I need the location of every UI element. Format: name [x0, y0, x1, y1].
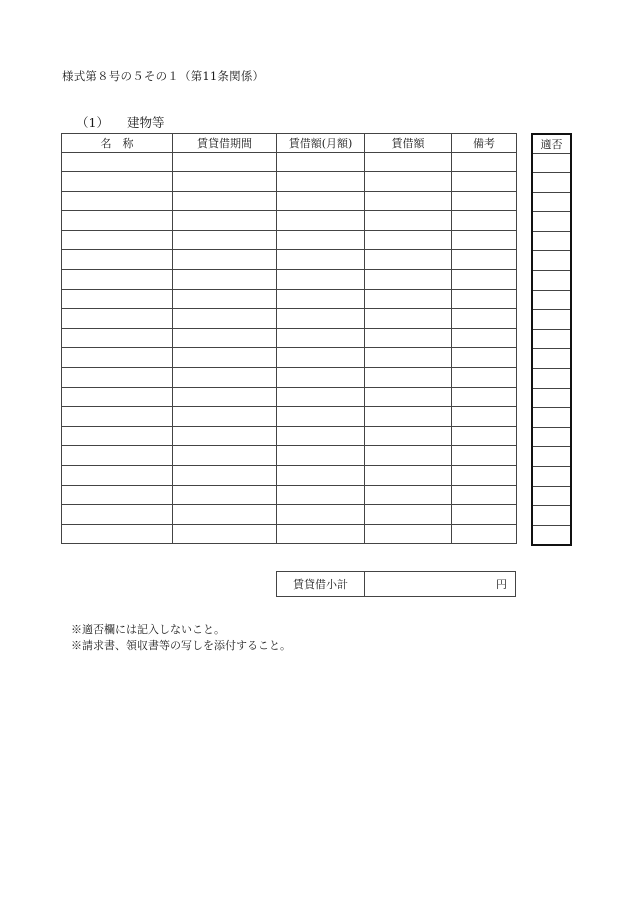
monthly-amount-cell[interactable] — [277, 407, 365, 427]
lease-period-cell[interactable] — [173, 387, 277, 407]
approval-cell — [532, 525, 571, 545]
name-cell[interactable] — [62, 172, 173, 192]
amount-cell[interactable] — [365, 407, 452, 427]
approval-cell — [532, 192, 571, 212]
remarks-cell[interactable] — [452, 407, 517, 427]
approval-row — [532, 447, 571, 467]
monthly-amount-cell[interactable] — [277, 348, 365, 368]
name-cell[interactable] — [62, 270, 173, 290]
name-cell[interactable] — [62, 485, 173, 505]
monthly-amount-cell[interactable] — [277, 387, 365, 407]
monthly-amount-cell[interactable] — [277, 446, 365, 466]
lease-period-cell[interactable] — [173, 524, 277, 544]
amount-cell[interactable] — [365, 328, 452, 348]
lease-period-cell[interactable] — [173, 328, 277, 348]
remarks-cell[interactable] — [452, 348, 517, 368]
note-attach-receipts: ※請求書、領収書等の写しを添付すること。 — [71, 639, 291, 652]
approval-cell — [532, 486, 571, 506]
lease-period-cell[interactable] — [173, 191, 277, 211]
amount-cell[interactable] — [365, 466, 452, 486]
remarks-cell[interactable] — [452, 466, 517, 486]
approval-row — [532, 290, 571, 310]
section-heading — [76, 113, 164, 131]
remarks-cell[interactable] — [452, 505, 517, 525]
approval-cell — [532, 153, 571, 173]
name-cell[interactable] — [62, 466, 173, 486]
table-row — [62, 446, 517, 466]
approval-row — [532, 251, 571, 271]
lease-period-cell[interactable] — [173, 426, 277, 446]
lease-period-cell[interactable] — [173, 446, 277, 466]
remarks-cell[interactable] — [452, 309, 517, 329]
lease-period-cell[interactable] — [173, 289, 277, 309]
name-cell[interactable] — [62, 407, 173, 427]
monthly-amount-cell[interactable] — [277, 309, 365, 329]
name-cell[interactable] — [62, 368, 173, 388]
section-title: 建物等 — [126, 115, 165, 130]
lease-period-cell[interactable] — [173, 309, 277, 329]
lease-period-cell[interactable] — [173, 211, 277, 231]
header-name: 名 称 — [62, 134, 173, 153]
name-cell[interactable] — [62, 191, 173, 211]
name-cell[interactable] — [62, 446, 173, 466]
table-row — [62, 524, 517, 544]
remarks-cell[interactable] — [452, 524, 517, 544]
monthly-amount-cell[interactable] — [277, 230, 365, 250]
remarks-cell[interactable] — [452, 191, 517, 211]
lease-table-header-row — [62, 134, 517, 153]
approval-row — [532, 271, 571, 291]
approval-cell — [532, 467, 571, 487]
name-cell[interactable] — [62, 387, 173, 407]
monthly-amount-cell[interactable] — [277, 485, 365, 505]
lease-period-cell[interactable] — [173, 230, 277, 250]
monthly-amount-cell[interactable] — [277, 505, 365, 525]
approval-cell — [532, 173, 571, 193]
monthly-amount-cell[interactable] — [277, 211, 365, 231]
table-row — [62, 152, 517, 172]
name-cell[interactable] — [62, 309, 173, 329]
approval-cell — [532, 506, 571, 526]
name-cell[interactable] — [62, 524, 173, 544]
remarks-cell[interactable] — [452, 387, 517, 407]
lease-period-cell[interactable] — [173, 485, 277, 505]
amount-cell[interactable] — [365, 250, 452, 270]
amount-cell[interactable] — [365, 172, 452, 192]
name-cell[interactable] — [62, 289, 173, 309]
remarks-cell[interactable] — [452, 485, 517, 505]
subtotal-unit: 円 — [496, 578, 507, 591]
remarks-cell[interactable] — [452, 426, 517, 446]
remarks-cell[interactable] — [452, 368, 517, 388]
remarks-cell[interactable] — [452, 211, 517, 231]
lease-period-cell[interactable] — [173, 172, 277, 192]
approval-row — [532, 173, 571, 193]
approval-cell — [532, 310, 571, 330]
remarks-cell[interactable] — [452, 270, 517, 290]
table-row — [62, 230, 517, 250]
amount-cell[interactable] — [365, 211, 452, 231]
name-cell[interactable] — [62, 152, 173, 172]
amount-cell[interactable] — [365, 230, 452, 250]
monthly-amount-cell[interactable] — [277, 426, 365, 446]
table-row — [62, 426, 517, 446]
remarks-cell[interactable] — [452, 172, 517, 192]
header-lease-period: 賃貸借期間 — [173, 134, 277, 153]
amount-cell[interactable] — [365, 348, 452, 368]
approval-row — [532, 427, 571, 447]
table-row — [62, 211, 517, 231]
name-cell[interactable] — [62, 426, 173, 446]
approval-cell — [532, 447, 571, 467]
approval-cell — [532, 251, 571, 271]
monthly-amount-cell[interactable] — [277, 191, 365, 211]
remarks-cell[interactable] — [452, 328, 517, 348]
table-row — [62, 172, 517, 192]
subtotal-label: 賃貸借小計 — [277, 572, 365, 597]
amount-cell[interactable] — [365, 505, 452, 525]
approval-row — [532, 153, 571, 173]
approval-row — [532, 349, 571, 369]
approval-column-body — [532, 153, 571, 545]
approval-row — [532, 192, 571, 212]
remarks-cell[interactable] — [452, 446, 517, 466]
table-row — [62, 250, 517, 270]
section-number: （1） — [76, 115, 109, 130]
amount-cell[interactable] — [365, 289, 452, 309]
name-cell[interactable] — [62, 348, 173, 368]
name-cell[interactable] — [62, 211, 173, 231]
amount-cell[interactable] — [365, 270, 452, 290]
approval-row — [532, 231, 571, 251]
subtotal-amount-field[interactable] — [365, 572, 516, 597]
header-amount: 賃借額 — [365, 134, 452, 153]
table-row — [62, 407, 517, 427]
amount-cell[interactable] — [365, 152, 452, 172]
approval-cell — [532, 231, 571, 251]
table-row — [62, 289, 517, 309]
amount-cell[interactable] — [365, 191, 452, 211]
approval-cell — [532, 290, 571, 310]
monthly-amount-cell[interactable] — [277, 466, 365, 486]
approval-row — [532, 388, 571, 408]
monthly-amount-cell[interactable] — [277, 328, 365, 348]
approval-cell — [532, 212, 571, 232]
lease-period-cell[interactable] — [173, 368, 277, 388]
amount-cell[interactable] — [365, 485, 452, 505]
monthly-amount-cell[interactable] — [277, 250, 365, 270]
lease-period-cell[interactable] — [173, 505, 277, 525]
remarks-cell[interactable] — [452, 230, 517, 250]
table-row — [62, 485, 517, 505]
monthly-amount-cell[interactable] — [277, 524, 365, 544]
notes — [71, 622, 291, 654]
monthly-amount-cell[interactable] — [277, 289, 365, 309]
name-cell[interactable] — [62, 505, 173, 525]
amount-cell[interactable] — [365, 387, 452, 407]
approval-cell — [532, 369, 571, 389]
amount-cell[interactable] — [365, 426, 452, 446]
approval-row — [532, 369, 571, 389]
approval-row — [532, 467, 571, 487]
lease-period-cell[interactable] — [173, 270, 277, 290]
name-cell[interactable] — [62, 250, 173, 270]
table-row — [62, 368, 517, 388]
amount-cell[interactable] — [365, 446, 452, 466]
approval-header-row — [532, 134, 571, 153]
approval-cell — [532, 408, 571, 428]
approval-row — [532, 408, 571, 428]
table-row — [62, 191, 517, 211]
lease-table-body — [62, 152, 517, 544]
approval-row — [532, 212, 571, 232]
approval-row — [532, 525, 571, 545]
monthly-amount-cell[interactable] — [277, 172, 365, 192]
approval-cell — [532, 388, 571, 408]
table-row — [62, 348, 517, 368]
approval-column — [531, 133, 572, 546]
monthly-amount-cell[interactable] — [277, 152, 365, 172]
lease-period-cell[interactable] — [173, 466, 277, 486]
lease-period-cell[interactable] — [173, 152, 277, 172]
lease-period-cell[interactable] — [173, 348, 277, 368]
lease-period-cell[interactable] — [173, 250, 277, 270]
monthly-amount-cell[interactable] — [277, 270, 365, 290]
approval-cell — [532, 349, 571, 369]
header-monthly-amount: 賃借額(月額) — [277, 134, 365, 153]
approval-row — [532, 506, 571, 526]
table-row — [62, 387, 517, 407]
form-identifier: 様式第８号の５その１（第11条関係） — [62, 69, 265, 83]
lease-table — [61, 133, 517, 544]
table-row — [62, 466, 517, 486]
approval-cell — [532, 427, 571, 447]
remarks-cell[interactable] — [452, 152, 517, 172]
header-approval: 適否 — [532, 134, 571, 153]
approval-cell — [532, 329, 571, 349]
name-cell[interactable] — [62, 230, 173, 250]
table-row — [62, 270, 517, 290]
monthly-amount-cell[interactable] — [277, 368, 365, 388]
header-remarks: 備考 — [452, 134, 517, 153]
lease-period-cell[interactable] — [173, 407, 277, 427]
approval-row — [532, 486, 571, 506]
remarks-cell[interactable] — [452, 250, 517, 270]
name-cell[interactable] — [62, 328, 173, 348]
amount-cell[interactable] — [365, 368, 452, 388]
subtotal-box — [276, 571, 516, 597]
table-row — [62, 309, 517, 329]
note-approval-column: ※適否欄には記入しないこと。 — [71, 623, 225, 636]
approval-cell — [532, 271, 571, 291]
amount-cell[interactable] — [365, 524, 452, 544]
table-row — [62, 328, 517, 348]
remarks-cell[interactable] — [452, 289, 517, 309]
approval-row — [532, 310, 571, 330]
approval-row — [532, 329, 571, 349]
subtotal-row — [277, 572, 516, 597]
table-row — [62, 505, 517, 525]
amount-cell[interactable] — [365, 309, 452, 329]
